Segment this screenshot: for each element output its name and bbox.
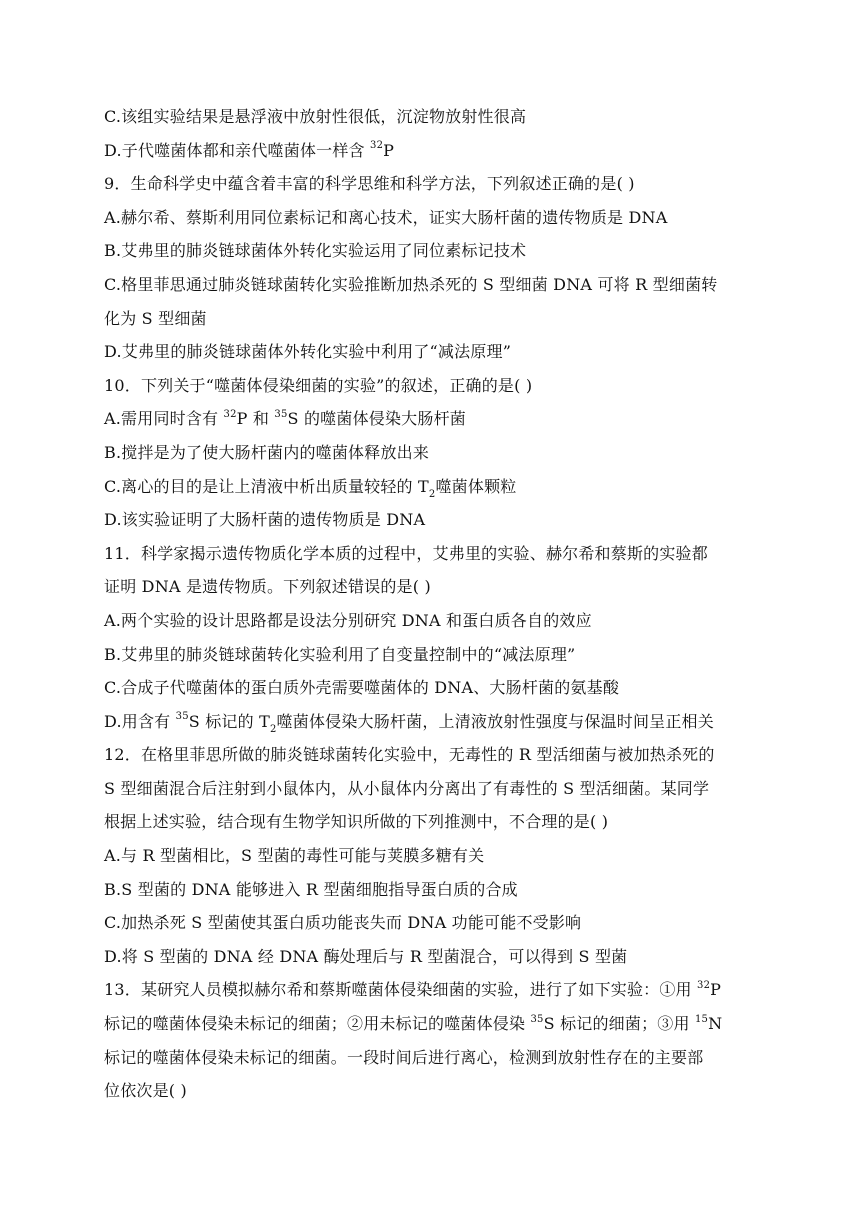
text-line xyxy=(104,100,764,134)
text-line xyxy=(104,1007,764,1041)
text-line xyxy=(104,570,764,604)
text-line xyxy=(104,134,764,168)
text-line xyxy=(104,839,764,873)
text-run: D.该实验证明了大肠杆菌的遗传物质是 DNA xyxy=(104,510,426,530)
text-line xyxy=(104,503,764,537)
subscript: 2 xyxy=(269,723,277,735)
text-run: 10．下列关于“噬菌体侵染细菌的实验”的叙述，正确的是( ) xyxy=(104,375,533,395)
text-line xyxy=(104,772,764,806)
text-line xyxy=(104,940,764,974)
text-run: B.S 型菌的 DNA 能够进入 R 型菌细胞指导蛋白质的合成 xyxy=(104,879,518,899)
text-run: A.赫尔希、蔡斯利用同位素标记和离心技术，证实大肠杆菌的遗传物质是 DNA xyxy=(104,207,668,227)
text-line xyxy=(104,705,764,739)
text-run: P xyxy=(383,140,395,160)
text-run: P 和 xyxy=(236,409,275,429)
superscript: 35 xyxy=(274,409,288,421)
text-line xyxy=(104,906,764,940)
text-run: S 的噬菌体侵染大肠杆菌 xyxy=(287,409,466,429)
text-run: 标记的噬菌体侵染未标记的细菌；②用未标记的噬菌体侵染 xyxy=(104,1014,531,1034)
text-run: 根据上述实验，结合现有生物学知识所做的下列推测中，不合理的是( ) xyxy=(104,812,609,832)
text-run: 9．生命科学史中蕴含着丰富的科学思维和科学方法，下列叙述正确的是( ) xyxy=(104,174,635,194)
text-run: S 标记的 T xyxy=(188,711,270,731)
document-page xyxy=(104,100,764,1108)
text-line xyxy=(104,738,764,772)
text-line xyxy=(104,402,764,436)
superscript: 15 xyxy=(694,1013,709,1025)
text-run: D.艾弗里的肺炎链球菌体外转化实验中利用了“减法原理” xyxy=(104,342,512,362)
text-line xyxy=(104,201,764,235)
text-run: 噬菌体侵染大肠杆菌，上清液放射性强度与保温时间呈正相关 xyxy=(276,711,714,731)
text-run: A.与 R 型菌相比，S 型菌的毒性可能与荚膜多糖有关 xyxy=(104,846,485,866)
text-line xyxy=(104,1041,764,1075)
text-line xyxy=(104,873,764,907)
text-run: B.艾弗里的肺炎链球菌转化实验利用了自变量控制中的“减法原理” xyxy=(104,644,576,664)
text-run: 12．在格里菲思所做的肺炎链球菌转化实验中，无毒性的 R 型活细菌与被加热杀死的 xyxy=(104,745,715,765)
text-run: C.格里菲思通过肺炎链球菌转化实验推断加热杀死的 S 型细菌 DNA 可将 R 型细菌转 xyxy=(104,274,718,294)
text-run: D.用含有 xyxy=(104,711,176,731)
text-line xyxy=(104,268,764,302)
text-line xyxy=(104,167,764,201)
text-run: 13．某研究人员模拟赫尔希和蔡斯噬菌体侵染细菌的实验，进行了如下实验：①用 xyxy=(104,980,698,1000)
text-run: D.将 S 型菌的 DNA 经 DNA 酶处理后与 R 型菌混合，可以得到 S 型菌 xyxy=(104,946,628,966)
text-line xyxy=(104,470,764,504)
text-line xyxy=(104,302,764,336)
text-run: S 型细菌混合后注射到小鼠体内，从小鼠体内分离出了有毒性的 S 型活细菌。某同学 xyxy=(104,778,710,798)
text-run: D.子代噬菌体都和亲代噬菌体一样含 xyxy=(104,140,371,160)
subscript: 2 xyxy=(428,488,436,500)
text-run: 位依次是( ) xyxy=(104,1081,187,1101)
superscript: 32 xyxy=(223,409,237,421)
text-run: B.搅拌是为了使大肠杆菌内的噬菌体释放出来 xyxy=(104,442,430,462)
text-run: C.加热杀死 S 型菌使其蛋白质功能丧失而 DNA 功能可能不受影响 xyxy=(104,913,582,933)
text-line xyxy=(104,973,764,1007)
text-run: A.两个实验的设计思路都是设法分别研究 DNA 和蛋白质各自的效应 xyxy=(104,610,592,630)
text-line xyxy=(104,335,764,369)
text-run: 化为 S 型细菌 xyxy=(104,308,207,328)
text-run: S 标记的细菌；③用 xyxy=(543,1014,695,1034)
text-run: C.该组实验结果是悬浮液中放射性很低，沉淀物放射性很高 xyxy=(104,107,527,126)
text-line xyxy=(104,604,764,638)
text-line xyxy=(104,805,764,839)
text-run: P xyxy=(710,980,722,1000)
text-line xyxy=(104,638,764,672)
text-run: 标记的噬菌体侵染未标记的细菌。一段时间后进行离心，检测到放射性存在的主要部 xyxy=(104,1047,704,1067)
text-run: A.需用同时含有 xyxy=(104,409,224,429)
text-run: 噬菌体颗粒 xyxy=(435,476,517,496)
text-line xyxy=(104,1074,764,1108)
superscript: 32 xyxy=(697,980,711,992)
text-run: B.艾弗里的肺炎链球菌体外转化实验运用了同位素标记技术 xyxy=(104,241,527,261)
text-line xyxy=(104,234,764,268)
superscript: 35 xyxy=(175,711,189,723)
text-run: 证明 DNA 是遗传物质。下列叙述错误的是( ) xyxy=(104,577,431,597)
text-line xyxy=(104,369,764,403)
text-run: C.离心的目的是让上清液中析出质量较轻的 T xyxy=(104,476,429,496)
superscript: 35 xyxy=(530,1013,544,1025)
text-line xyxy=(104,537,764,571)
text-run: N xyxy=(708,1014,723,1034)
text-run: 11．科学家揭示遗传物质化学本质的过程中，艾弗里的实验、赫尔希和蔡斯的实验都 xyxy=(104,543,708,563)
text-line xyxy=(104,671,764,705)
text-line xyxy=(104,436,764,470)
text-run: C.合成子代噬菌体的蛋白质外壳需要噬菌体的 DNA、大肠杆菌的氨基酸 xyxy=(104,678,620,698)
superscript: 32 xyxy=(370,140,384,152)
